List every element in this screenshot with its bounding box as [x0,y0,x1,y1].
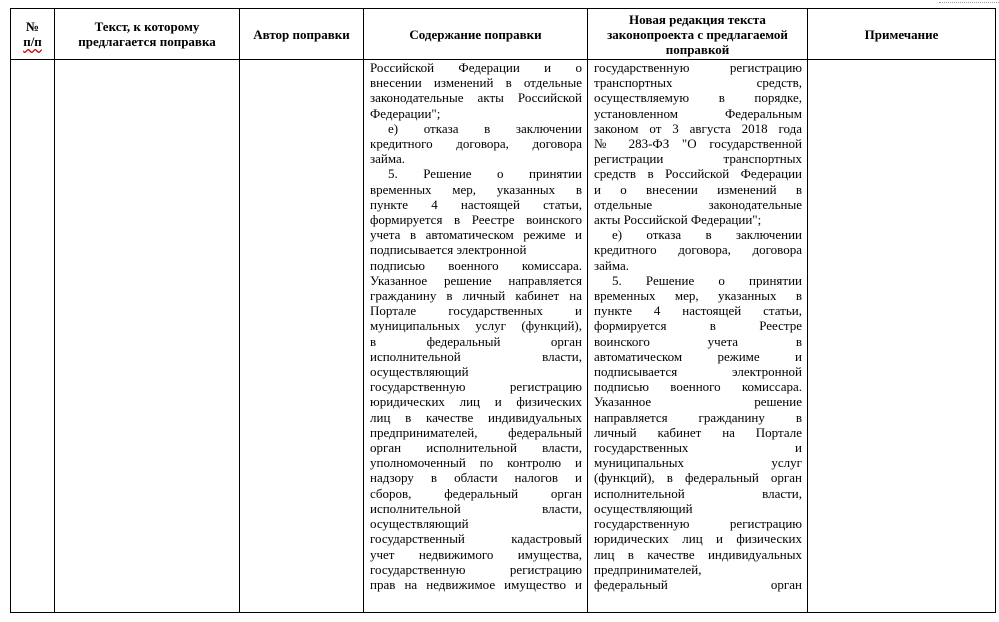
header-content: Содержание поправки [364,9,588,60]
text-line: учет недвижимого имущества, [370,546,582,562]
text-line: юридических лиц и физических [370,394,582,410]
text-line: сборов, федеральный орган [370,485,582,501]
text-line: воинского учета в [594,333,802,349]
text-line: Указанное решение [594,394,802,410]
text-line: исполнительной власти, [370,348,582,364]
text-line: 5. Решение о принятии [388,166,582,182]
text-line: предпринимателей, [594,561,702,577]
cell-new-text [588,60,808,613]
text-line: отдельные законодательные [594,196,802,212]
text-line: учета в автоматическом режиме и [370,227,582,243]
text-line: надзору в области налогов и [370,470,582,486]
table-header-row [11,9,996,60]
text-line: государственную регистрацию [594,60,802,75]
header-number [11,9,55,60]
text-line: кредитного договора, договора [594,242,802,258]
text-line: муниципальных услуг [594,455,802,471]
text-line: юридических лиц и физических [594,531,802,547]
text-line: в федеральный орган [370,333,582,349]
text-line: (функций), в федеральный орган [594,470,802,486]
text-line: гражданину в личный кабинет на [370,288,582,304]
text-line: пункте 4 настоящей статьи, [370,196,582,212]
text-line: законодательные акты Российской [370,90,582,106]
header-number-line2: п/п [23,34,42,49]
cell-author [240,60,364,613]
amendments-table [10,8,996,613]
text-line: временных мер, указанных в [594,288,802,304]
text-line: транспортных средств, [594,75,802,91]
header-author: Автор поправки [240,9,364,60]
header-new-text: Новая редакция текста законопроекта с предлагаемой поправкой [588,9,808,60]
text-line: осуществляющий [370,364,469,380]
text-line: направляется гражданину в [594,409,802,425]
text-line: 5. Решение о принятии [612,272,802,288]
text-line: муниципальных услуг (функций), [370,318,582,334]
text-line: уполномоченный по контролю и [370,455,582,471]
cell-number [11,60,55,613]
text-line: орган исполнительной власти, [370,440,582,456]
header-number-line1: № [25,19,40,34]
text-line: законом от 3 августа 2018 года [594,120,802,136]
text-line: внесении изменений в отдельные [370,75,582,91]
text-line: временных мер, указанных в [370,181,582,197]
text-line: государственную регистрацию [594,516,802,532]
text-line: прав на недвижимое имущество и [370,576,582,592]
text-line: федеральный орган [594,576,802,592]
text-line: регистрации транспортных [594,151,802,167]
text-line: Российской Федерации и о [370,60,582,75]
text-line: предпринимателей, федеральный [370,424,582,440]
text-line: № 283-ФЗ "О государственной [594,136,802,152]
text-line: государственную регистрацию [370,561,582,577]
text-line: установленном Федеральным [594,105,802,121]
text-line: осуществляющий [370,516,469,532]
text-line: осуществляющий [594,500,693,516]
text-line: исполнительной власти, [370,500,582,516]
text-line: и о внесении изменений в [594,181,802,197]
text-line: подписывается электронной [370,242,527,258]
text-line: лиц в качестве индивидуальных [594,546,802,562]
text-line: лиц в качестве индивидуальных [370,409,582,425]
text-line: государственный кадастровый [370,531,582,547]
header-note: Примечание [808,9,996,60]
text-line: е) отказа в заключении [612,227,802,243]
text-line: личный кабинет на Портале [594,424,802,440]
text-line: исполнительной власти, [594,485,802,501]
text-line: Портале государственных и [370,303,582,319]
top-rule [0,0,999,8]
text-line: подписью военного комиссара. [370,257,582,273]
text-line: займа. [370,151,406,167]
text-line: кредитного договора, договора [370,136,582,152]
content-text [364,60,587,612]
text-line: подписью военного комиссара. [594,379,802,395]
text-line: Указанное решение направляется [370,272,582,288]
text-line: государственную регистрацию [370,379,582,395]
text-line: займа. [594,257,630,273]
text-line: подписывается электронной [594,364,802,380]
text-line: осуществляемую в порядке, [594,90,802,106]
text-line: Федерации"; [370,105,441,121]
text-line: е) отказа в заключении [388,120,582,136]
cell-note [808,60,996,613]
cell-content [364,60,588,613]
table-row [11,60,996,613]
header-text: Текст, к которому предлагается поправка [55,9,240,60]
text-line: автоматическом режиме и [594,348,802,364]
text-line: акты Российской Федерации"; [594,212,762,228]
text-line: средств в Российской Федерации [594,166,802,182]
text-line: пункте 4 настоящей статьи, [594,303,802,319]
cell-text [55,60,240,613]
text-line: формируется в Реестре [594,318,802,334]
new-text-content [588,60,807,612]
text-line: формируется в Реестре воинского [370,212,582,228]
text-line: государственных и [594,440,802,456]
